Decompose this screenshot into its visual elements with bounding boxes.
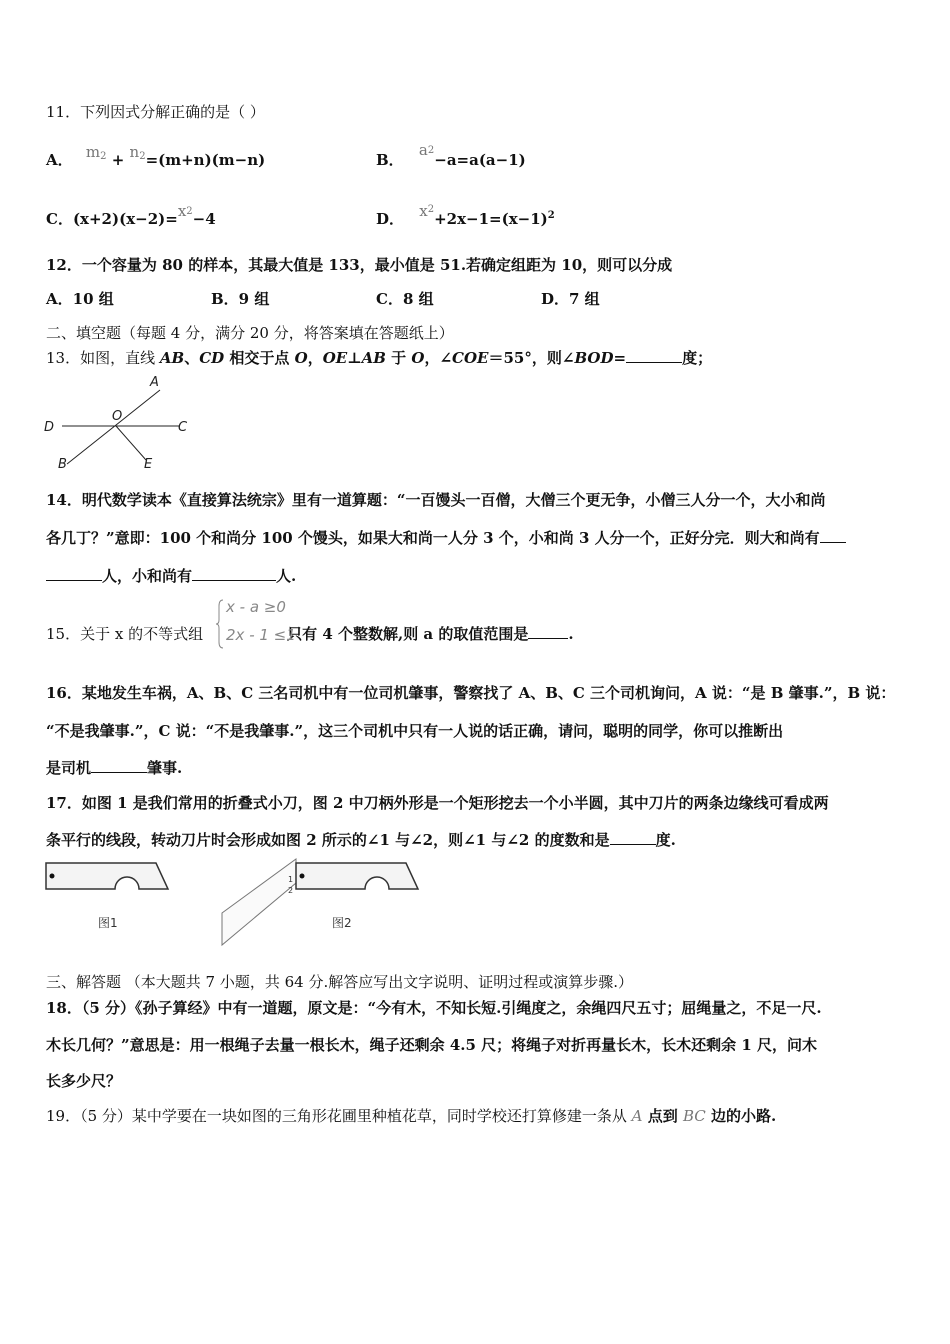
label-c: C — [178, 420, 188, 435]
q18-line1: 18．（5 分）《孙子算经》中有一道题，原文是：“今有木，不知长短.引绳度之，余绳四尺五寸；屈绳量之，不足一尺. — [46, 999, 822, 1017]
line-ab — [67, 390, 160, 464]
label-a: A — [150, 375, 159, 390]
q14-line1: 14．明代数学读本《直接算法统宗》里有一道算题：“一百馒头一百僧，大僧三个更无争，小僧三人分一个，大小和尚 — [46, 491, 826, 509]
q12-option-d: D．7 组 — [541, 290, 600, 308]
q16-answer-blank — [91, 758, 147, 773]
q11-option-c: C．$(x+2)(x-2)=x^2-4$ — [46, 202, 216, 228]
brace-icon — [216, 598, 224, 650]
q13-stem: 13．如图，直线 AB、CD 相交于点 O，OE⊥AB 于 O，∠COE＝55°，则∠BOD= 度； — [46, 349, 713, 367]
q15-stem: 15．关于 x 的不等式组 只有 4 个整数解,则 a 的取值范围是 . — [46, 625, 574, 643]
q11-option-b: B． $a^2-a=a(a-1)$ — [376, 141, 526, 169]
q11-option-a: A． $m^2 + n^2=(m+n)(m-n)$ — [46, 143, 266, 169]
knife-blade-fig2 — [222, 859, 296, 945]
q14-answer-blank-2 — [192, 566, 276, 581]
q13-answer-blank — [626, 348, 682, 363]
label-b: B — [58, 457, 67, 472]
rivet-dot-2 — [300, 874, 305, 879]
q17-line2: 条平行的线段，转动刀片时会形成如图 2 所示的∠1 与∠2，则∠1 与∠2 的度数和是 度. — [46, 831, 676, 849]
angle-2-label: 2 — [288, 886, 294, 895]
label-d: D — [44, 420, 55, 435]
knife-handle-fig1 — [46, 863, 168, 889]
q11-stem: 11．下列因式分解正确的是（ ） — [46, 103, 265, 121]
q15-inequality-system — [216, 598, 300, 650]
q14-line3: 人，小和尚有 人. — [46, 566, 296, 586]
inequality-2: 2x - 1 ≤1 — [226, 626, 296, 644]
q17-answer-blank — [610, 830, 656, 845]
q13-figure — [40, 372, 200, 474]
knife-handle-fig2 — [296, 863, 418, 889]
q17-figure — [44, 855, 424, 947]
q11-option-d: D． $x^2+2x-1=(x-1)^2$ — [376, 202, 555, 228]
q14-line2: 各几丁？”意即：100 个和尚分 100 个馒头，如果大和尚一人分 3 个，小和尚 3 人分一个，正好分完．则大和尚有 — [46, 528, 846, 548]
q16-line2: “不是我肇事.”，C 说：“不是我肇事.”，这三个司机中只有一人说的话正确，请问，聪明的同学，你可以推断出 — [46, 722, 784, 740]
q19-stem: 19．（5 分）某中学要在一块如图的三角形花圃里种植花草，同时学校还打算修建一条从 A 点到 BC 边的小路. — [46, 1107, 777, 1125]
q18-line2: 木长几何？”意思是：用一根绳子去量一根长木，绳子还剩余 4.5 尺；将绳子对折再量长木，长木还剩余 1 尺，问木 — [46, 1036, 818, 1054]
section-2-heading: 二、填空题（每题 4 分，满分 20 分，将答案填在答题纸上） — [46, 324, 454, 342]
q18-line3: 长多少尺？ — [46, 1072, 122, 1090]
fig2-caption: 图2 — [332, 916, 352, 930]
q17-line1: 17．如图 1 是我们常用的折叠式小刀，图 2 中刀柄外形是一个矩形挖去一个小半圆，其中刀片的两条边缘线可看成两 — [46, 794, 829, 812]
label-e: E — [144, 457, 153, 472]
label-o: O — [112, 409, 123, 424]
section-3-heading: 三、解答题 （本大题共 7 小题，共 64 分.解答应写出文字说明、证明过程或演算步骤.） — [46, 973, 634, 991]
inequality-1: x - a ≥0 — [226, 598, 286, 616]
angle-1-label: 1 — [288, 875, 294, 884]
q12-option-c: C．8 组 — [376, 290, 434, 308]
q12-stem: 12．一个容量为 80 的样本，其最大值是 133，最小值是 51.若确定组距为 10，则可以分成 — [46, 256, 673, 274]
q12-option-b: B．9 组 — [211, 290, 270, 308]
q16-line1: 16．某地发生车祸，A、B、C 三名司机中有一位司机肇事，警察找了 A、B、C 三个司机询问，A 说：“是 B 肇事.”，B 说： — [46, 684, 896, 702]
q15-answer-blank — [528, 624, 568, 639]
q14-answer-blank-1 — [46, 566, 102, 581]
rivet-dot — [50, 874, 55, 879]
ray-oe — [116, 426, 146, 460]
q12-option-a: A．10 组 — [46, 290, 114, 308]
fig1-caption: 图1 — [98, 916, 118, 930]
q16-line3: 是司机 肇事. — [46, 759, 183, 777]
